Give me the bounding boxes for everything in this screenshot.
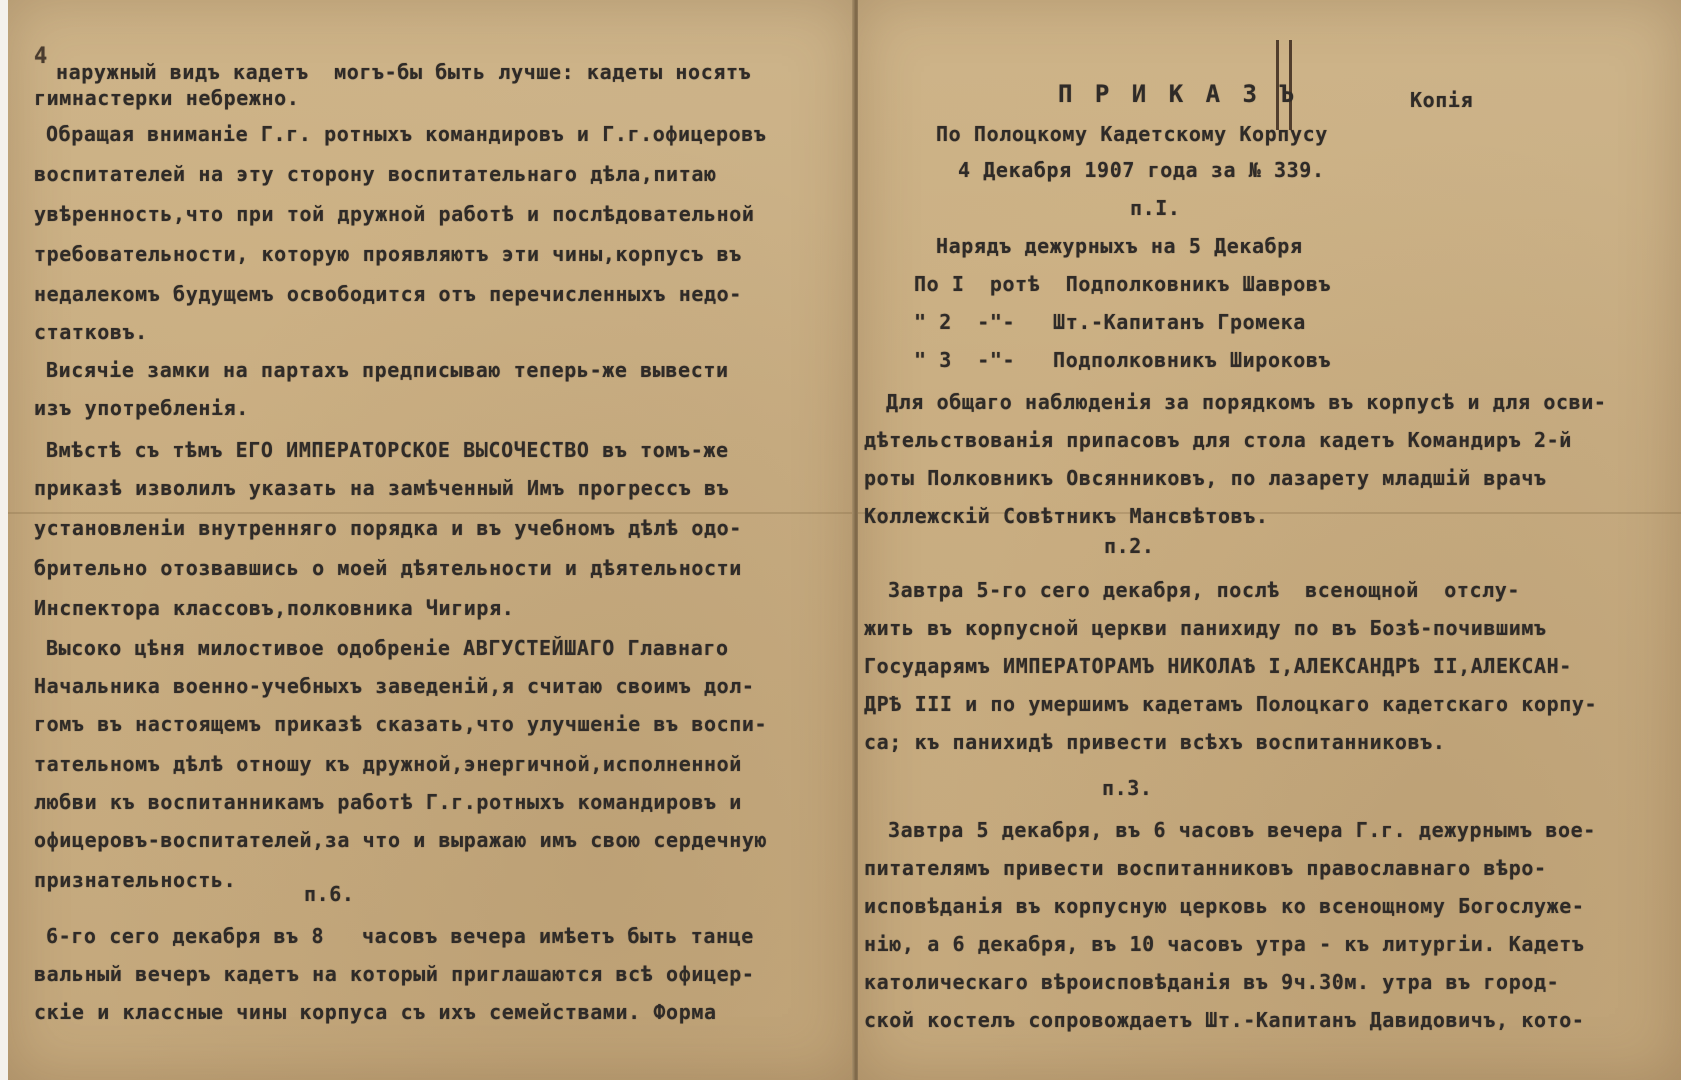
text-line: исповѣданія въ корпусную церковь ко всенощному Богослуже- <box>864 894 1585 918</box>
text-line: По Полоцкому Кадетскому Корпусу <box>936 122 1328 146</box>
document-title: П Р И К А З Ъ <box>1058 80 1298 108</box>
text-line: ской костелъ сопровождаетъ Шт.-Капитанъ Давидовичъ, кото- <box>864 1008 1585 1032</box>
text-line: гомъ въ настоящемъ приказѣ сказать,что улучшеніе въ воспи- <box>34 712 768 736</box>
text-line: установленіи внутренняго порядка и въ учебномъ дѣлѣ одо- <box>34 516 742 540</box>
text-line: 6-го сего декабря въ 8 часовъ вечера имѣетъ быть танце <box>46 924 754 948</box>
text-line: дѣтельствованія припасовъ для стола кадетъ Командиръ 2-й <box>864 428 1572 452</box>
text-line: офицеровъ-воспитателей,за что и выражаю имъ свою сердечную <box>34 828 768 852</box>
text-line: любви къ воспитанникамъ работѣ Г.г.ротныхъ командировъ и <box>34 790 742 814</box>
text-line: требовательности, которую проявляютъ эти чины,корпусъ въ <box>34 242 742 266</box>
section-heading: п.6. <box>304 882 355 906</box>
text-line: католическаго вѣроисповѣданія въ 9ч.30м. утра въ город- <box>864 970 1560 994</box>
text-line: жить въ корпусной церкви панихиду по въ Бозѣ-почившимъ <box>864 616 1547 640</box>
text-line: Для общаго наблюденія за порядкомъ въ корпусѣ и для осви- <box>886 390 1607 414</box>
text-line: Завтра 5 декабря, въ 6 часовъ вечера Г.г. дежурнымъ вое- <box>888 818 1596 842</box>
text-line: Начальника военно-учебныхъ заведеній,я считаю своимъ дол- <box>34 674 755 698</box>
text-line: признательность. <box>34 868 237 892</box>
text-line: гимнастерки небрежно. <box>34 86 300 110</box>
text-line: скіе и классные чины корпуса съ ихъ семействами. Форма <box>34 1000 717 1024</box>
text-line: Вмѣстѣ съ тѣмъ ЕГО ИМПЕРАТОРСКОЕ ВЫСОЧЕСТВО въ томъ-же <box>46 438 729 462</box>
text-line: брительно отозвавшись о моей дѣятельности и дѣятельности <box>34 556 742 580</box>
text-line: изъ употребленія. <box>34 396 249 420</box>
text-line: Коллежскій Совѣтникъ Мансвѣтовъ. <box>864 504 1269 528</box>
left-document-page <box>8 0 854 1080</box>
text-line: воспитателей на эту сторону воспитательнаго дѣла,питаю <box>34 162 717 186</box>
section-heading: п.І. <box>1130 196 1181 220</box>
text-line: Государямъ ИМПЕРАТОРАМЪ НИКОЛАѢ І,АЛЕКСАНДРѢ ІІ,АЛЕКСАН- <box>864 654 1572 678</box>
section-heading: п.3. <box>1102 776 1153 800</box>
text-line: " 3 -"- Подполковникъ Широковъ <box>914 348 1332 372</box>
text-line: статковъ. <box>34 320 148 344</box>
text-line: Инспектора классовъ,полковника Чигиря. <box>34 596 515 620</box>
text-line: Завтра 5-го сего декабря, послѣ всенощной отслу- <box>888 578 1521 602</box>
text-line: вальный вечеръ кадетъ на который приглашаются всѣ офицер- <box>34 962 755 986</box>
text-line: приказѣ изволилъ указать на замѣченный Имъ прогрессъ въ <box>34 476 730 500</box>
text-line: Обращая вниманіе Г.г. ротныхъ командировъ и Г.г.офицеровъ <box>46 122 767 146</box>
text-line: 4 Декабря 1907 года за № 339. <box>958 158 1325 182</box>
text-line: питателямъ привести воспитанниковъ православнаго вѣро- <box>864 856 1547 880</box>
text-line: тательномъ дѣлѣ отношу къ дружной,энергичной,исполненной <box>34 752 742 776</box>
right-document-page <box>858 0 1681 1080</box>
text-line: Высоко цѣня милостивое одобреніе АВГУСТЕЙШАГО Главнаго <box>46 636 729 660</box>
text-line: увѣренность,что при той дружной работѣ и послѣдовательной <box>34 202 755 226</box>
page-number: 4 <box>34 44 48 69</box>
text-line: наружный видъ кадетъ могъ-бы быть лучше: кадеты носятъ <box>56 60 752 84</box>
text-line: роты Полковникъ Овсянниковъ, по лазарету младшій врачъ <box>864 466 1547 490</box>
copy-label: Копія <box>1410 88 1474 112</box>
text-line: нію, а 6 декабря, въ 10 часовъ утра - къ литургіи. Кадетъ <box>864 932 1585 956</box>
text-line: Висячіе замки на партахъ предписываю теперь-же вывести <box>46 358 729 382</box>
text-line: По І ротѣ Подполковникъ Шавровъ <box>914 272 1332 296</box>
text-line: недалекомъ будущемъ освободится отъ перечисленныхъ недо- <box>34 282 742 306</box>
text-line: ДРѢ ІІІ и по умершимъ кадетамъ Полоцкаго кадетскаго корпу- <box>864 692 1598 716</box>
text-line: са; къ панихидѣ привести всѣхъ воспитанниковъ. <box>864 730 1446 754</box>
text-line: Нарядъ дежурныхъ на 5 Декабря <box>936 234 1303 258</box>
text-line: " 2 -"- Шт.-Капитанъ Громека <box>914 310 1306 334</box>
section-heading: п.2. <box>1104 534 1155 558</box>
